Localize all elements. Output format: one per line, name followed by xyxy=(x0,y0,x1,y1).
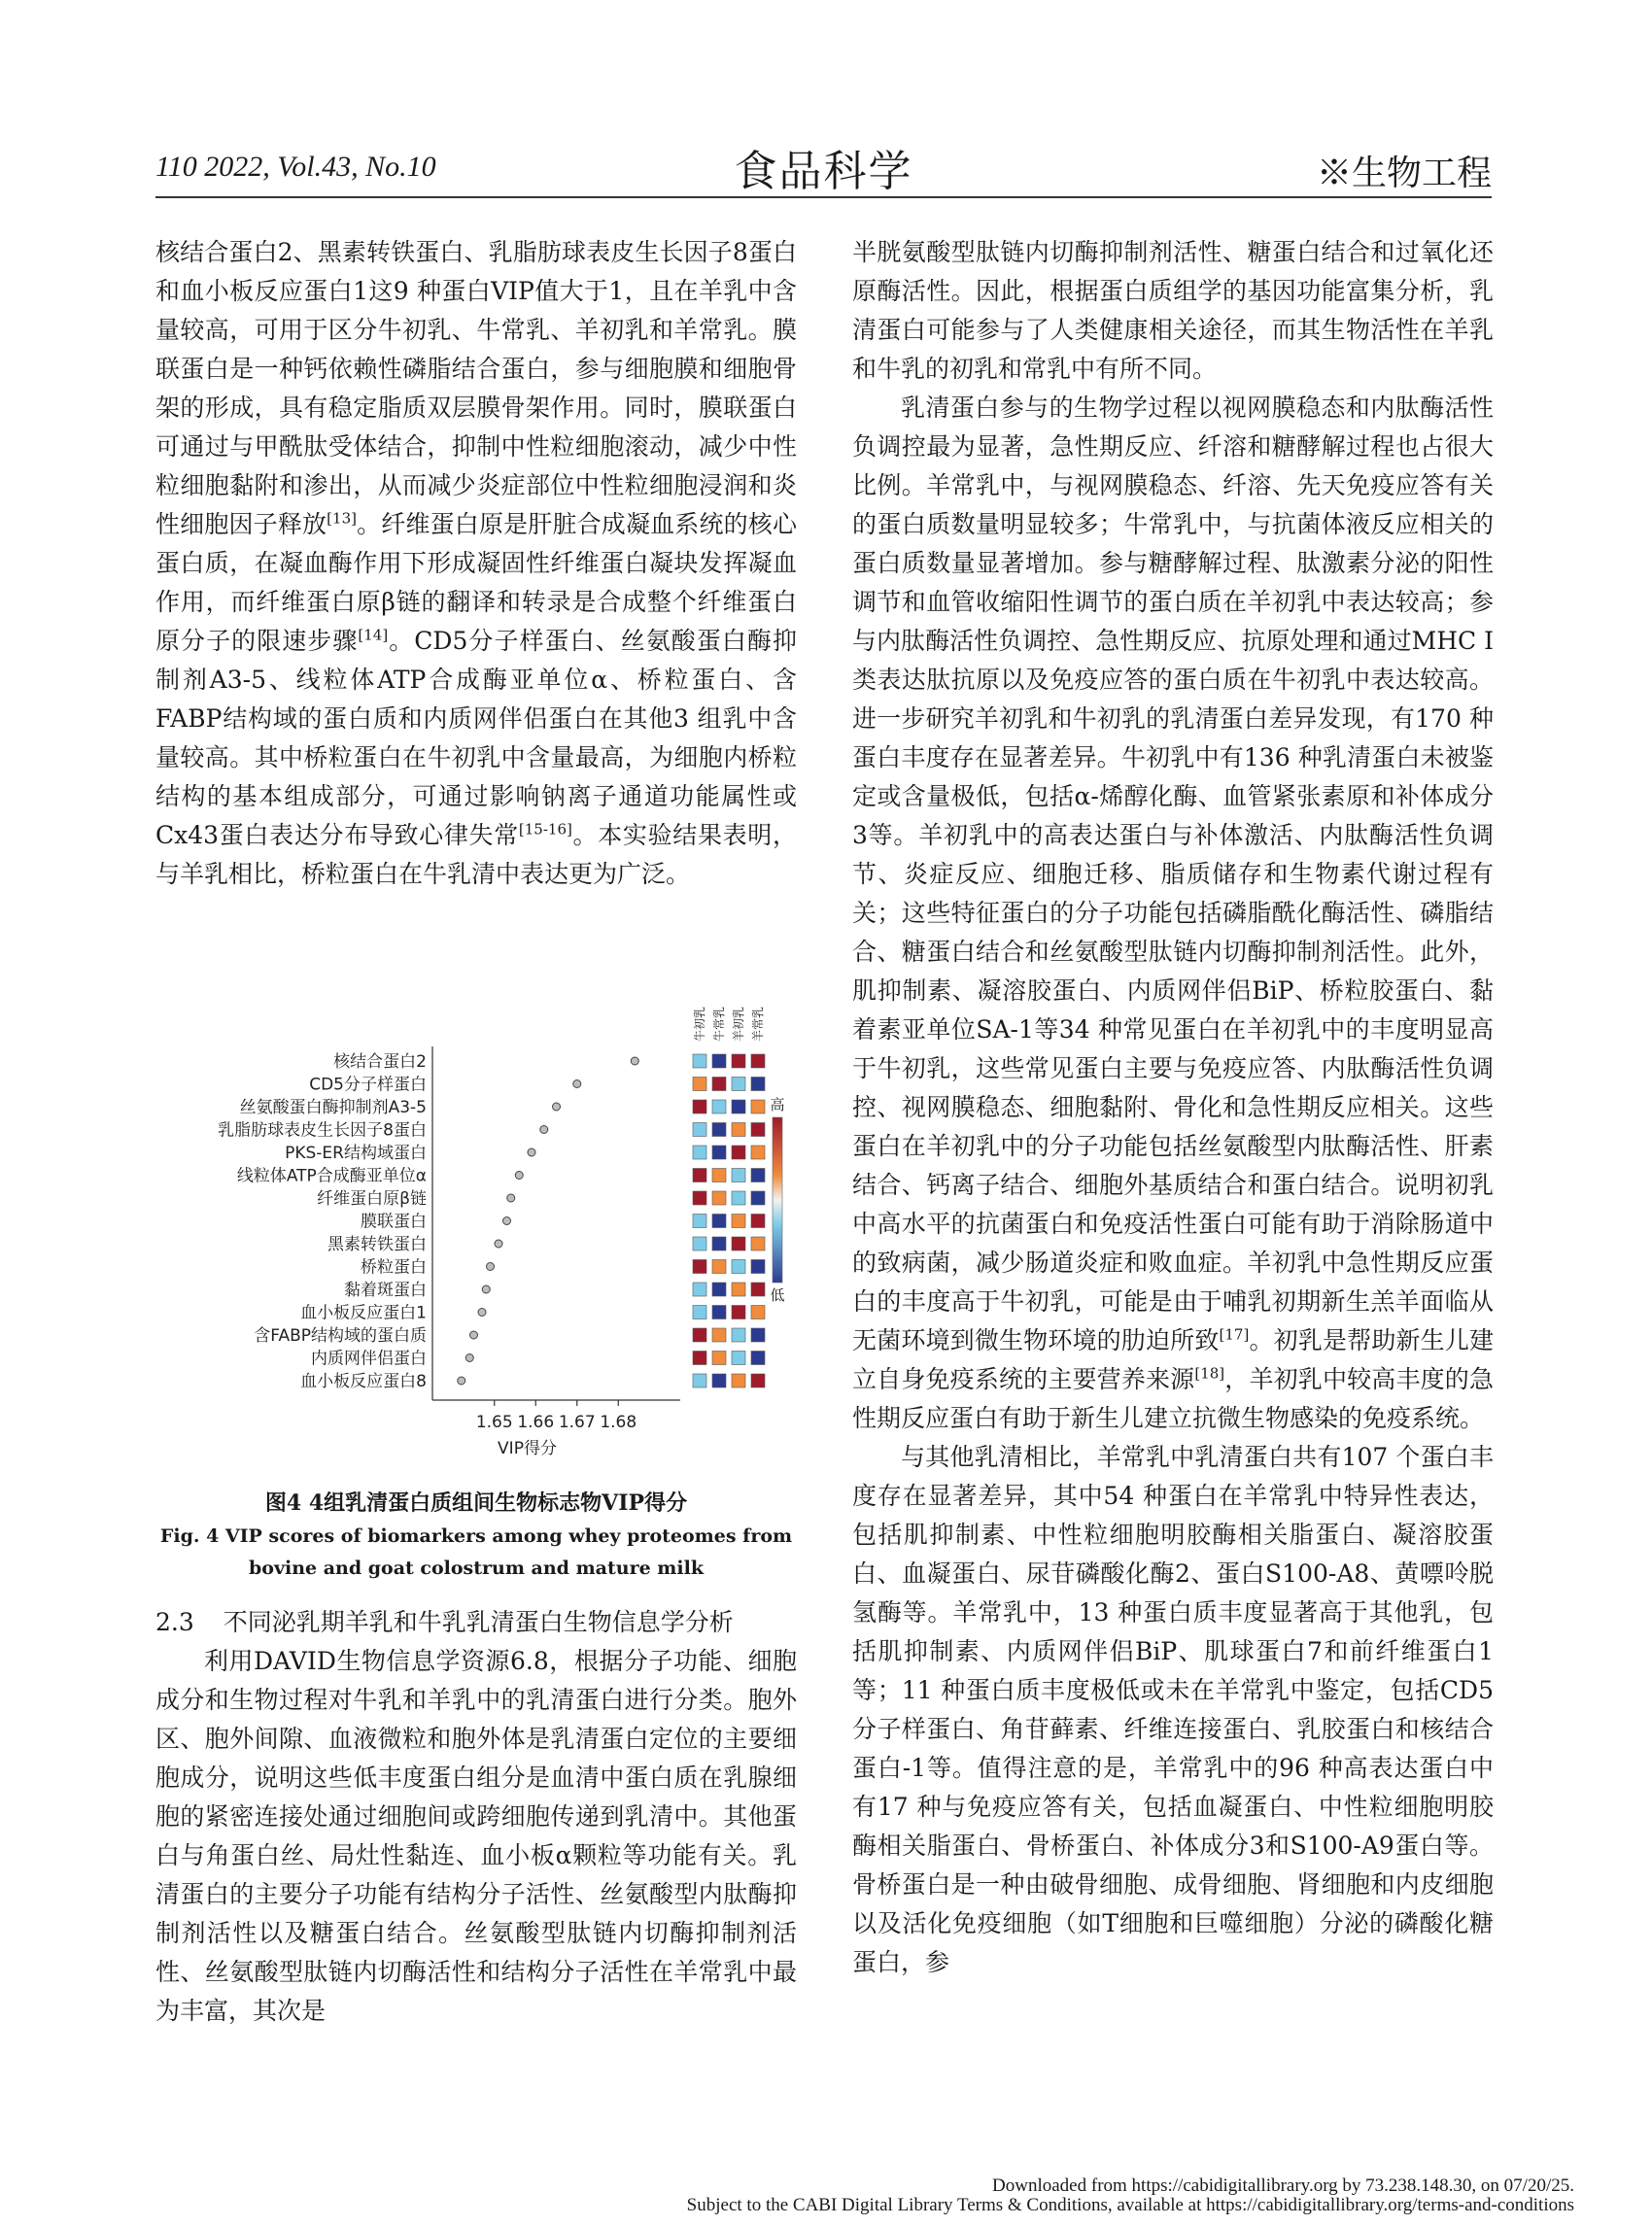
figure-caption-zh: 图4 4组乳清蛋白质组间生物标志物VIP得分 xyxy=(264,1490,688,1516)
heatmap-cell xyxy=(732,1260,745,1274)
heatmap-cell xyxy=(732,1078,745,1091)
heatmap-cell xyxy=(751,1123,765,1137)
x-tick-label: 1.66 xyxy=(517,1413,555,1432)
vip-point xyxy=(503,1217,511,1225)
heatmap-cell xyxy=(751,1215,765,1228)
legend-low-label: 低 xyxy=(770,1286,785,1304)
vip-point xyxy=(478,1309,486,1317)
protein-label: 内质网伴侣蛋白 xyxy=(311,1349,427,1369)
protein-label: 含FABP结构域的蛋白质 xyxy=(254,1326,427,1346)
heatmap-cell xyxy=(751,1078,765,1091)
vip-point xyxy=(528,1148,535,1156)
heatmap-cell xyxy=(751,1146,765,1159)
page-header xyxy=(155,136,1492,194)
vip-point xyxy=(540,1126,548,1134)
text-run: 。本实验结果表明，与羊乳相比，桥粒蛋白在牛乳清中表达更为广泛。 xyxy=(155,821,797,888)
heatmap-column-header: 羊常乳 xyxy=(751,1006,765,1042)
protein-label: 纤维蛋白原β链 xyxy=(317,1189,427,1209)
right-paragraph-1: 半胱氨酸型肽链内切酶抑制剂活性、糖蛋白结合和过氧化还原酶活性。因此，根据蛋白质组学的基因功能富集分析，乳清蛋白可能参与了人类健康相关途径，而其生物活性在羊乳和牛乳的初乳和常乳中有所不同。 xyxy=(852,238,1494,383)
heatmap-cell xyxy=(693,1146,706,1159)
protein-label: 血小板反应蛋白1 xyxy=(300,1303,427,1323)
heatmap-cell xyxy=(693,1191,706,1205)
heatmap-cell xyxy=(693,1352,706,1365)
heatmap-cell xyxy=(751,1191,765,1205)
left-column xyxy=(155,233,797,894)
heatmap-cell xyxy=(712,1146,726,1159)
heatmap-cell xyxy=(693,1078,706,1091)
protein-label: 黑素转铁蛋白 xyxy=(327,1235,427,1254)
x-tick-label: 1.67 xyxy=(558,1413,596,1432)
heatmap-cell xyxy=(693,1054,706,1068)
x-tick-label: 1.65 xyxy=(475,1413,513,1432)
section-heading xyxy=(155,1603,797,1642)
heatmap-cell xyxy=(751,1237,765,1250)
heatmap-cell xyxy=(712,1352,726,1365)
heatmap-cell xyxy=(751,1260,765,1274)
text-run: 。CD5分子样蛋白、丝氨酸蛋白酶抑制剂A3-5、线粒体ATP合成酶亚单位α、桥粒蛋白、含FABP结构域的蛋白质和内质网伴侣蛋白在其他3 组乳中含量较高。其中桥粒蛋白在牛初乳中含量最高，为细胞内桥粒结构的基本组成部分，可通过影响钠离子通道功能属性或Cx43蛋白表达分布导致心律失常 xyxy=(155,627,797,849)
heatmap-cell xyxy=(732,1374,745,1387)
text-run: 乳清蛋白参与的生物学过程以视网膜稳态和内肽酶活性负调控最为显著，急性期反应、纤溶和糖酵解过程也占很大比例。羊常乳中，与视网膜稳态、纤溶、先天免疫应答有关的蛋白质数量明显较多；牛常乳中，与抗菌体液反应相关的蛋白质数量显著增加。参与糖酵解过程、肽激素分泌的阳性调节和血管收缩阳性调节的蛋白质在羊初乳中表达较高；参与内肽酶活性负调控、急性期反应、抗原处理和通过MHC I类表达肽抗原以及免疫应答的蛋白质在牛初乳中表达较高。进一步研究羊初乳和牛初乳的乳清蛋白差异发现，有170 种蛋白丰度存在显著差异。牛初乳中有136 种乳清蛋白未被鉴定或含量极低，包括α-烯醇化酶、血管紧张素原和补体成分3等。羊初乳中的高表达蛋白与补体激活、内肽酶活性负调节、炎症反应、细胞迁移、脂质储存和生物素代谢过程有关；这些特征蛋白的分子功能包括磷脂酰化酶活性、磷脂结合、糖蛋白结合和丝氨酸型肽链内切酶抑制剂活性。此外，肌抑制素、凝溶胶蛋白、内质网伴侣BiP、桥粒胶蛋白、黏着素亚单位SA-1等34 种常见蛋白在羊初乳中的丰度明显高于牛初乳，这些常见蛋白主要与免疫应答、内肽酶活性负调控、视网膜稳态、细胞黏附、骨化和急性期反应相关。这些蛋白在羊初乳中的分子功能包括丝氨酸型内肽酶活性、肝素结合、钙离子结合、细胞外基质结合和蛋白结合。说明初乳中高水平的抗菌蛋白和免疫活性蛋白可能有助于消除肠道中的致病菌，减少肠道炎症和败血症。羊初乳中急性期反应蛋白的丰度高于牛初乳，可能是由于哺乳初期新生羔羊面临从无菌环境到微生物环境的肋迫所致 xyxy=(852,394,1494,1354)
heatmap-cell xyxy=(712,1123,726,1137)
chart-axes xyxy=(432,1007,785,1458)
vip-point xyxy=(573,1080,581,1088)
heatmap-cell xyxy=(732,1054,745,1068)
right-column xyxy=(852,233,1494,1982)
heatmap-column-header: 牛常乳 xyxy=(712,1006,726,1042)
heatmap-cell xyxy=(732,1237,745,1250)
protein-label: PKS-ER结构域蛋白 xyxy=(285,1144,427,1163)
download-notice-line2: Subject to the CABI Digital Library Terms & Conditions, available at https://cabidigitallibrary.org/terms-and-conditions xyxy=(686,2195,1574,2215)
heatmap-column-header: 牛初乳 xyxy=(693,1006,706,1042)
section-2-3 xyxy=(155,1603,797,2031)
journal-title: 食品科学 xyxy=(734,147,913,196)
section-title: 不同泌乳期羊乳和牛乳乳清蛋白生物信息学分析 xyxy=(223,1608,734,1636)
heatmap-cell xyxy=(712,1169,726,1182)
citation[interactable]: [18] xyxy=(1194,1364,1225,1383)
protein-label: 黏着斑蛋白 xyxy=(344,1281,427,1300)
heatmap-cell xyxy=(732,1352,745,1365)
protein-label: 乳脂肪球表皮生长因子8蛋白 xyxy=(218,1120,427,1141)
citation[interactable]: [15-16] xyxy=(518,820,572,839)
legend-high-label: 高 xyxy=(770,1096,785,1113)
citation[interactable]: [14] xyxy=(358,626,389,644)
protein-label: 丝氨酸蛋白酶抑制剂A3-5 xyxy=(239,1098,427,1117)
heatmap-cell xyxy=(693,1237,706,1250)
vip-point xyxy=(495,1240,502,1248)
heatmap-cell xyxy=(732,1100,745,1113)
heatmap-cell xyxy=(751,1352,765,1365)
heatmap-cell xyxy=(712,1374,726,1387)
protein-label: 膜联蛋白 xyxy=(361,1212,427,1232)
x-tick-label: 1.68 xyxy=(600,1413,637,1432)
heatmap-cell xyxy=(732,1283,745,1296)
vip-point xyxy=(515,1172,523,1180)
right-paragraph-2 xyxy=(852,389,1494,1438)
protein-label: CD5分子样蛋白 xyxy=(309,1075,427,1095)
heatmap-cell xyxy=(712,1283,726,1296)
vip-point xyxy=(482,1285,490,1293)
heatmap-cell xyxy=(693,1328,706,1342)
heatmap-cell xyxy=(732,1123,745,1137)
journal-issue: 110 2022, Vol.43, No.10 xyxy=(155,151,436,183)
heatmap-cell xyxy=(712,1328,726,1342)
download-notice-line1: Downloaded from https://cabidigitallibrary.org by 73.238.148.30, on 07/20/25. xyxy=(992,2175,1574,2196)
right-paragraph-3: 与其他乳清相比，羊常乳中乳清蛋白共有107 个蛋白丰度存在显著差异，其中54 种蛋白在羊常乳中特异性表达，包括肌抑制素、中性粒细胞明胶酶相关脂蛋白、凝溶胶蛋白、血凝蛋白、尿苷磷酸化酶2、蛋白S100-A8、黄嘌呤脱氢酶等。羊常乳中，13 种蛋白质丰度显著高于其他乳，包括肌抑制素、内质网伴侣BiP、肌球蛋白7和前纤维蛋白1等；11 种蛋白质丰度极低或未在羊常乳中鉴定，包括CD5分子样蛋白、角苷藓素、纤维连接蛋白、乳胶蛋白和核结合蛋白-1等。值得注意的是，羊常乳中的96 种高表达蛋白中有17 种与免疫应答有关，包括血凝蛋白、中性粒细胞明胶酶相关脂蛋白、骨桥蛋白、补体成分3和S100-A9蛋白等。骨桥蛋白是一种由破骨细胞、成骨细胞、肾细胞和内皮细胞以及活化免疫细胞（如T细胞和巨噬细胞）分泌的磷酸化糖蛋白，参 xyxy=(852,1443,1494,1976)
heatmap-cell xyxy=(751,1374,765,1387)
section-number: 2.3 xyxy=(155,1608,194,1636)
text-run: 。纤维蛋白原是肝脏合成凝血系统的核心蛋白质，在凝血酶作用下形成凝固性纤维蛋白凝块发挥凝血作用，而纤维蛋白原β链的翻译和转录是合成整个纤维蛋白原分子的限速步骤 xyxy=(155,510,797,655)
heatmap-cell xyxy=(751,1054,765,1068)
heatmap-cell xyxy=(693,1374,706,1387)
text-run: 核结合蛋白2、黑素转铁蛋白、乳脂肪球表皮生长因子8蛋白和血小板反应蛋白1这9 种蛋白VIP值大于1，且在羊乳中含量较高，可用于区分牛初乳、牛常乳、羊初乳和羊常乳。膜联蛋白是一种钙依赖性磷脂结合蛋白，参与细胞膜和细胞骨架的形成，具有稳定脂质双层膜骨架作用。同时，膜联蛋白可通过与甲酰肽受体结合，抑制中性粒细胞滚动，减少中性粒细胞黏附和渗出，从而减少炎症部位中性粒细胞浸润和炎性细胞因子释放 xyxy=(155,238,797,538)
download-notice xyxy=(687,2176,1574,2215)
heatmap-cell xyxy=(732,1306,745,1319)
protein-label: 线粒体ATP合成酶亚单位α xyxy=(236,1166,427,1186)
text-run: ，羊初乳中较高丰度的急性期反应蛋白有助于新生儿建立抗微生物感染的免疫系统。 xyxy=(852,1365,1494,1432)
heatmap-cell xyxy=(693,1283,706,1296)
legend-color-bar xyxy=(773,1117,782,1283)
heatmap-cell xyxy=(712,1078,726,1091)
heatmap-cell xyxy=(693,1215,706,1228)
figure-caption-en-line2: bovine and goat colostrum and mature milk xyxy=(248,1558,704,1579)
heatmap-cell xyxy=(751,1169,765,1182)
vip-point xyxy=(631,1057,638,1065)
heatmap-cell xyxy=(693,1306,706,1319)
heatmap-cell xyxy=(732,1169,745,1182)
heatmap-column-header: 羊初乳 xyxy=(732,1006,745,1042)
heatmap-cell xyxy=(732,1191,745,1205)
protein-label: 桥粒蛋白 xyxy=(361,1257,427,1278)
text-run: 。初乳是帮助新生儿建立自身免疫系统的主要营养来源 xyxy=(852,1326,1494,1393)
left-paragraph-1 xyxy=(155,233,797,894)
heatmap-cell xyxy=(712,1191,726,1205)
heatmap-cell xyxy=(751,1100,765,1113)
heatmap-cell xyxy=(693,1123,706,1137)
protein-label: 血小板反应蛋白8 xyxy=(300,1372,427,1391)
x-axis-label: VIP得分 xyxy=(498,1439,557,1458)
vip-score-chart xyxy=(155,991,797,1487)
heatmap-cell xyxy=(712,1215,726,1228)
citation[interactable]: [17] xyxy=(1219,1325,1250,1344)
heatmap-cell xyxy=(712,1054,726,1068)
section-label: ※生物工程 xyxy=(1316,154,1492,193)
vip-point xyxy=(465,1354,473,1362)
vip-point xyxy=(470,1331,478,1339)
heatmap-cell xyxy=(732,1328,745,1342)
vip-point xyxy=(458,1377,465,1385)
figure-caption-en xyxy=(155,1521,797,1585)
heatmap-cell xyxy=(712,1100,726,1113)
heatmap-cell xyxy=(693,1260,706,1274)
heatmap-cell xyxy=(732,1146,745,1159)
vip-point xyxy=(553,1103,561,1111)
heatmap-cell xyxy=(732,1215,745,1228)
figure-caption-en-line1: Fig. 4 VIP scores of biomarkers among whey proteomes from xyxy=(159,1525,793,1547)
vip-point xyxy=(487,1263,495,1271)
vip-point xyxy=(507,1194,515,1202)
section-paragraph-1: 利用DAVID生物信息学资源6.8，根据分子功能、细胞成分和生物过程对牛乳和羊乳中的乳清蛋白进行分类。胞外区、胞外间隙、血液微粒和胞外体是乳清蛋白定位的主要细胞成分，说明这些低丰度蛋白组分是血清中蛋白质在乳腺细胞的紧密连接处通过细胞间或跨细胞传递到乳清中。其他蛋白与角蛋白丝、局灶性黏连、血小板α颗粒等功能有关。乳清蛋白的主要分子功能有结构分子活性、丝氨酸型内肽酶抑制剂活性以及糖蛋白结合。丝氨酸型肽链内切酶抑制剂活性、丝氨酸型肽链内切酶活性和结构分子活性在羊常乳中最为丰富，其次是 xyxy=(155,1647,797,2025)
heatmap-cell xyxy=(751,1306,765,1319)
heatmap-cell xyxy=(712,1237,726,1250)
heatmap-cell xyxy=(712,1260,726,1274)
heatmap-cell xyxy=(693,1169,706,1182)
heatmap-cell xyxy=(751,1328,765,1342)
protein-label: 核结合蛋白2 xyxy=(333,1052,427,1072)
header-rule xyxy=(155,196,1492,198)
heatmap-cell xyxy=(712,1306,726,1319)
chart-marks xyxy=(218,1052,765,1391)
heatmap-cell xyxy=(693,1100,706,1113)
heatmap-cell xyxy=(751,1283,765,1296)
citation[interactable]: [13] xyxy=(327,509,357,528)
